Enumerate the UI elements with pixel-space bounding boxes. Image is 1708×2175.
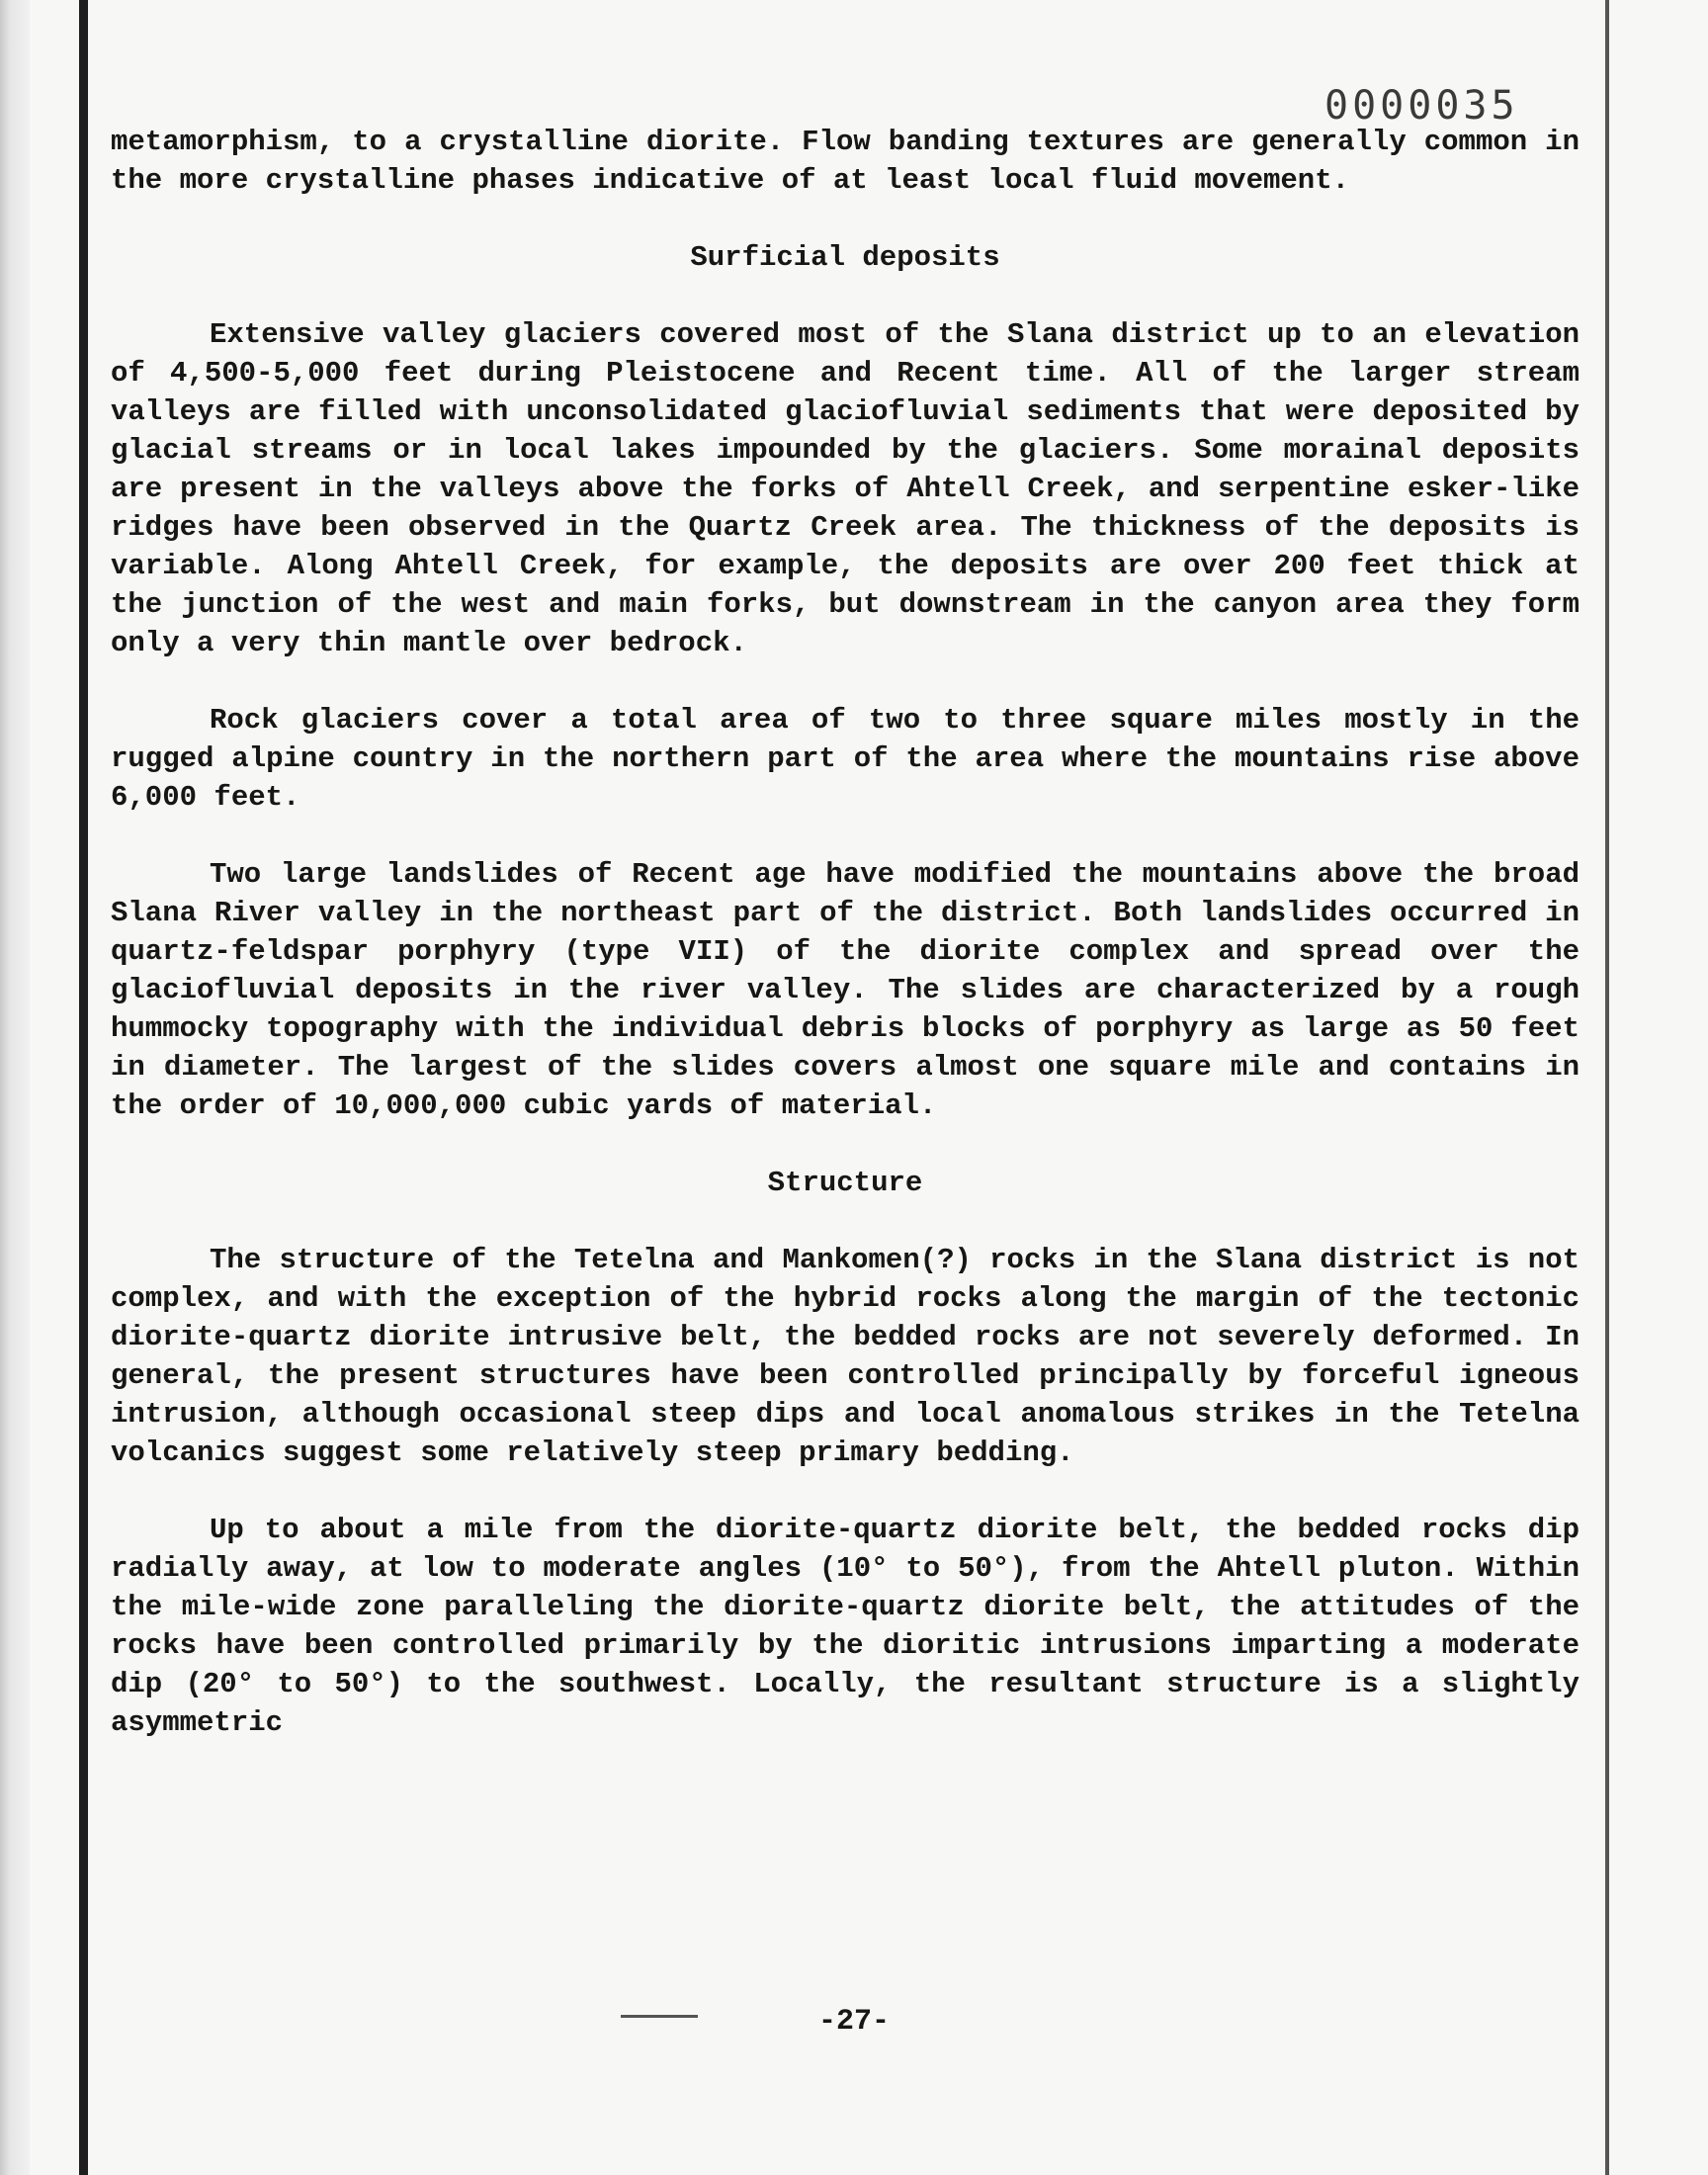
document-number: 0000035 xyxy=(1324,83,1519,129)
right-edge-rule xyxy=(1605,0,1609,2175)
paragraph-landslides: Two large landslides of Recent age have modified the mountains above the broad Slana River valley in the northeast part of the district. Both landslides occurred in quartz-feldspar porphyry (type VII) of the diorite complex and spread over the glaciofluvial deposits in the river valley. The slides are characterized by a rough hummocky topography with the individual debris blocks of porphyry as large as 50 feet in diameter. The largest of the slides covers almost one square mile and contains in the order of 10,000,000 cubic yards of material. xyxy=(111,858,1580,1122)
paragraph-rock-glaciers: Rock glaciers cover a total area of two to three square miles mostly in the rugged alpine country in the northern part of the area where the mountains rise above 6,000 feet. xyxy=(111,704,1580,814)
heading-surficial-deposits: Surficial deposits xyxy=(690,241,1000,274)
paragraph-valley-glaciers: Extensive valley glaciers covered most of the Slana district up to an elevation of 4,500-5,000 feet during Pleistocene and Recent time. All of the larger stream valleys are filled with unconsolidated glaciofluvial sediments that were deposited by glacial streams or in local lakes impounded by the glaciers. Some morainal deposits are present in the valleys above the forks of Ahtell Creek, and serpentine esker-like ridges have been observed in the Quartz Creek area. The thickness of the deposits is variable. Along Ahtell Creek, for example, the deposits are over 200 feet thick at the junction of the west and main forks, but downstream in the canyon area they form only a very thin mantle over bedrock. xyxy=(111,318,1580,659)
paragraph-structure: The structure of the Tetelna and Mankomen(?) rocks in the Slana district is not complex, and with the exception of the hybrid rocks along the margin of the tectonic diorite-quartz diorite intrusive belt, the bedded rocks are not severely deformed. In general, the present structures have been controlled principally by forceful igneous intrusion, although occasional steep dips and local anomalous strikes in the Tetelna volcanics suggest some relatively steep primary bedding. xyxy=(111,1244,1580,1469)
paragraph-bedded-rocks: Up to about a mile from the diorite-quartz diorite belt, the bedded rocks dip radially away, at low to moderate angles (10° to 50°), from the Ahtell pluton. Within the mile-wide zone paralleling the diorite-quartz diorite belt, the attitudes of the rocks have been controlled primarily by the dioritic intrusions imparting a moderate dip (20° to 50°) to the southwest. Locally, the resultant structure is a slightly asymmetric xyxy=(111,1514,1580,1739)
document-body xyxy=(111,123,1580,1742)
heading-structure: Structure xyxy=(767,1167,923,1199)
margin-rule xyxy=(79,0,88,2175)
paragraph-metamorphism: metamorphism, to a crystalline diorite. Flow banding textures are generally common in the more crystalline phases indicative of at least local fluid movement. xyxy=(111,126,1580,197)
scan-left-edge xyxy=(0,0,30,2175)
page-number: -27- xyxy=(817,2005,890,2039)
